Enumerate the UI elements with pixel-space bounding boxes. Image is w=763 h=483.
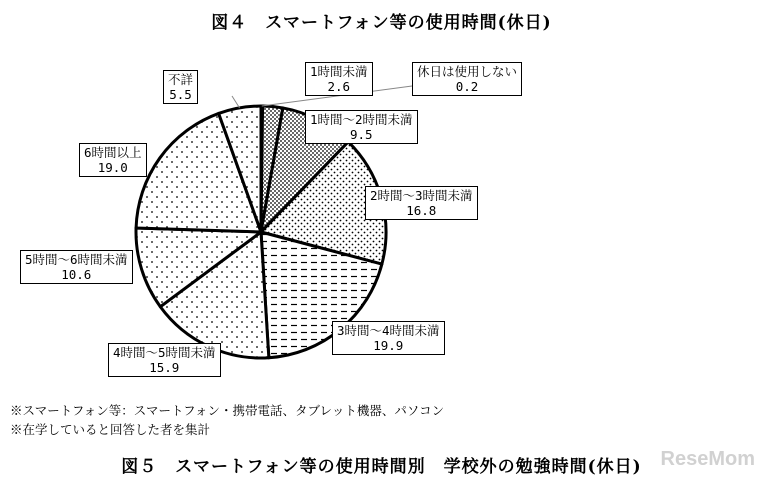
slice-value-text: 15.9 [149,360,180,375]
slice-label-text: 1時間～2時間未満 [310,112,413,127]
slice-label-2 [305,110,418,144]
slice-label-text: 6時間以上 [84,145,142,160]
slice-label-6 [20,250,133,284]
slice-label-1 [305,62,373,96]
slice-label-text: 5時間～6時間未満 [25,252,128,267]
slice-label-7 [79,143,147,177]
slice-label-text: 不詳 [168,72,194,87]
leader-line-8 [232,96,240,108]
footnote-population: ※在学していると回答した者を集計 [10,422,211,437]
slice-value-text: 2.6 [327,79,351,94]
slice-value-text: 19.0 [97,160,128,175]
slice-label-text: 3時間～4時間未満 [337,323,440,338]
slice-value-text: 16.8 [406,203,437,218]
slice-label-0 [412,62,522,96]
slice-label-4 [332,321,445,355]
slice-value-text: 19.9 [373,338,404,353]
slice-value-text: 0.2 [455,79,479,94]
watermark-logo: ReseMom [660,448,755,470]
next-figure-title: 図５ スマートフォン等の使用時間別 学校外の勉強時間(休日) [121,457,642,477]
chart-title: 図４ スマートフォン等の使用時間(休日) [211,13,552,33]
slice-label-text: 2時間～3時間未満 [370,188,473,203]
slice-label-8 [163,70,198,104]
slice-label-3 [365,186,478,220]
slice-label-text: 休日は使用しない [417,64,518,79]
slice-value-text: 9.5 [349,127,373,142]
slice-label-5 [108,343,221,377]
slice-value-text: 5.5 [169,87,192,102]
slice-label-text: 4時間～5時間未満 [113,345,216,360]
footnote-device-definition: ※スマートフォン等：スマートフォン・携帯電話、タブレット機器、パソコン [10,403,445,418]
slice-label-text: 1時間未満 [310,64,368,79]
slice-value-text: 10.6 [61,267,92,282]
